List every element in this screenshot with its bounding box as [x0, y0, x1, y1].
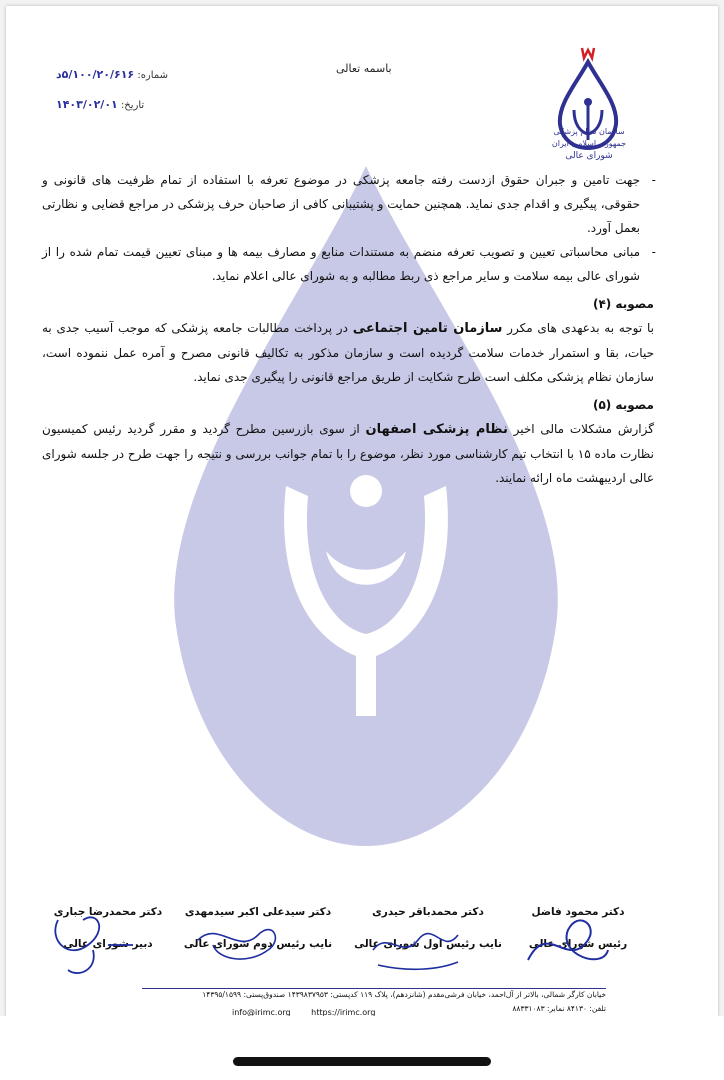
footer-email[interactable]: info@irimc.org	[232, 1008, 291, 1016]
bullet-tariff-basis: - مبانی محاسباتی تعیین و تصویب تعرفه منضم به مستندات منابع و مصارف بیمه ها و مبنای تعیین قیمت تمام شده را از شورای عالی بیمه سلامت و سایر مراجع ذی ربط مطالبه و به شورای عالی اعلام نماید.	[42, 240, 654, 288]
resolution-5-post: از سوی بازرسین مطرح گردید و مقرر گردید رئیس کمیسیون نظارت ماده ۱۵ با انتخاب تیم کارشناسی مورد نظر، موضوع را با تمام جوانب بررسی و نتیجه را جهت طرح در جلسه شورای عالی اردیبهشت ماه ارائه نمایند.	[42, 422, 654, 485]
home-indicator[interactable]	[233, 1057, 491, 1066]
resolution-4-highlight: سازمان تامین اجتماعی	[352, 321, 503, 336]
signatory-name: دکتر محمود فاضل	[531, 906, 625, 918]
resolution-5-text	[42, 417, 654, 490]
handwritten-signature	[38, 900, 148, 980]
signatory-name: دکتر محمدرضا جباری	[53, 906, 163, 918]
resolution-4-title: مصوبه (۴)	[592, 297, 654, 311]
signature-first-deputy	[348, 906, 508, 950]
resolution-4-pre: با توجه به بدعهدی های مکرر	[507, 321, 654, 335]
resolution-4-post: در پرداخت مطالبات جامعه پزشکی که موجب آسیب جدی به حیات، بقا و استمرار خدمات سلامت گردیده است و سازمان مذکور به تکالیف قانونی مصرح و آمره عمل ننموده است، سازمان نظام پزشکی مکلف است طرح شکایت از طریق مراجع قانونی را پیگیری جدی نماید.	[42, 321, 654, 384]
signatory-name: دکتر محمدباقر حیدری	[372, 906, 484, 918]
letter-number	[52, 68, 168, 81]
signature-secretary	[28, 906, 188, 950]
footer-website[interactable]: https://irimc.org	[311, 1008, 376, 1016]
organization-name	[544, 126, 634, 162]
signatory-role: نایب رئیس دوم شورای عالی	[183, 938, 333, 950]
letter-date-label: تاریخ:	[120, 100, 145, 111]
letter-number-label: شماره:	[137, 70, 168, 81]
organization-subtitle: شورای عالی	[565, 151, 613, 161]
handwritten-signature	[188, 900, 298, 980]
bullet-tariff-rights: - جهت تامین و جبران حقوق ازدست رفته جامعه پزشکی در موضوع تعرفه با استفاده از تمام ظرفیت های قانونی و حقوقی، پیگیری و اقدام جدی نماید. همچنین حمایت و پشتیبانی کافی از صاحبان حرف پزشکی در مراجع قضایی و نظارتی بعمل آورد.	[42, 168, 654, 240]
footer-divider	[142, 988, 606, 989]
signatory-role: رئیس شورای عالی	[528, 938, 628, 950]
letter-date	[52, 98, 144, 111]
viewer-bottom-bar	[0, 1016, 724, 1080]
footer-phone: تلفن: ۸۴۱۳۰ نمابر: ۸۸۳۳۱۰۸۳	[512, 1004, 606, 1013]
handwritten-signature	[508, 900, 618, 980]
organization-title: سازمان نظام پزشکی جمهوری اسلامی ایران	[551, 127, 627, 148]
signature-chairman	[498, 906, 658, 950]
signature-second-deputy	[178, 906, 338, 950]
resolution-5-highlight: نظام پزشکی اصفهان	[365, 422, 508, 437]
signatory-name: دکتر سیدعلی اکبر سیدمهدی	[184, 906, 332, 918]
footer-web	[232, 1008, 393, 1016]
resolution-5-title: مصوبه (۵)	[592, 398, 654, 412]
footer-address: خیابان کارگر شمالی، بالاتر از آل‌احمد، خیابان فرشی‌مقدم (شانزدهم)، پلاک ۱۱۹ کدپستی: ۱۴۳۹۸۳۷۹۵۳ صندوق‌پستی: ۱۴۳۹۵/۱۵۹۹	[202, 990, 606, 999]
signatory-role: دبیر شورای عالی	[63, 938, 153, 950]
letter-date-value: ۱۴۰۳/۰۲/۰۱	[56, 98, 118, 111]
letter-number-value: ۵/۱۰۰/۲۰/۶۱۶د	[56, 68, 135, 81]
handwritten-signature	[358, 900, 468, 980]
resolution-5-pre: گزارش مشکلات مالی اخیر	[513, 422, 654, 436]
bismillah-text: باسمه تعالی	[336, 62, 392, 75]
resolution-4-text	[42, 316, 654, 389]
letter-page	[6, 6, 718, 1016]
letter-body	[42, 168, 654, 490]
signature-block	[46, 906, 658, 996]
signatory-role: نایب رئیس اول شورای عالی	[354, 938, 502, 950]
